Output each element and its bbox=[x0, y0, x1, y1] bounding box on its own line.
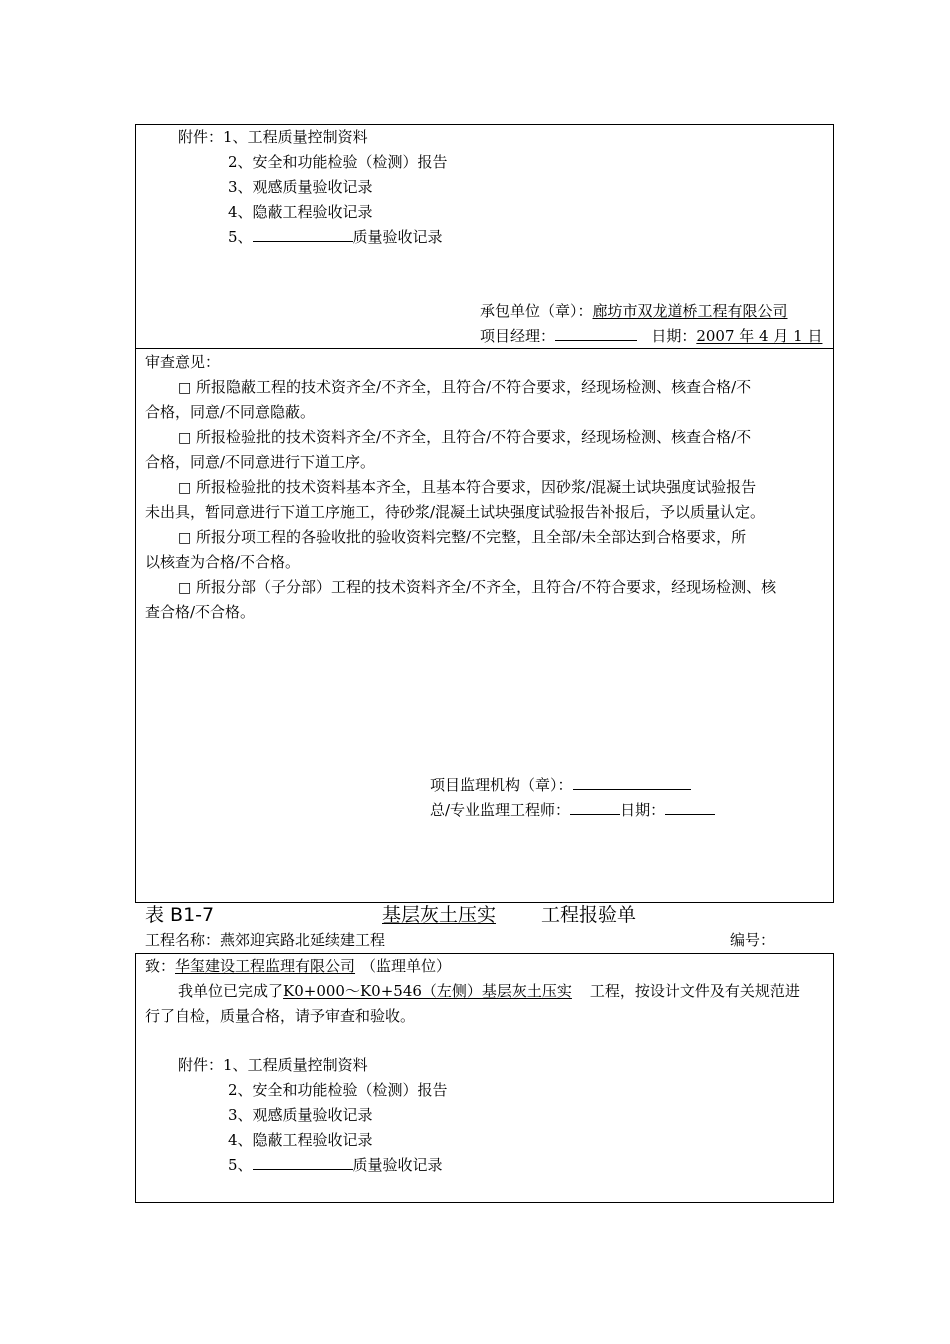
engineer-blank[interactable] bbox=[570, 798, 620, 815]
engineer-line: 总/专业监理工程师： 日期： bbox=[430, 798, 715, 823]
contractor-line: 承包单位（章）：廊坊市双龙道桥工程有限公司 bbox=[480, 302, 788, 320]
review-item-cont: 合格，同意/不同意隐蔽。 bbox=[145, 403, 316, 421]
contractor-value[interactable]: 廊坊市双龙道桥工程有限公司 bbox=[592, 302, 788, 320]
checkbox-icon[interactable]: □ bbox=[178, 580, 192, 596]
review-item-cont: 未出具，暂同意进行下道工序施工，待砂浆/混凝土试块强度试验报告补报后，予以质量认定。 bbox=[145, 503, 766, 521]
attachments-label: 附件：1、工程质量控制资料 bbox=[178, 1056, 368, 1074]
review-item-cont: 以核查为合格/不合格。 bbox=[145, 553, 301, 571]
form-title-item[interactable]: 基层灰土压实 bbox=[382, 904, 497, 926]
review-item: □ 所报检验批的技术资料齐全/不齐全，且符合/不符合要求，经现场检测、核查合格/不 bbox=[178, 428, 752, 446]
attachments-label: 附件：1、工程质量控制资料 bbox=[178, 128, 368, 146]
table-code: 表 B1-7 bbox=[145, 904, 215, 926]
body-line: 我单位已完成了K0+000～K0+546（左侧）基层灰土压实 工程，按设计文件及有关规范进 bbox=[178, 982, 800, 1000]
manager-line: 项目经理： 日期：2007 年 4 月 1 日 bbox=[480, 324, 822, 349]
body-line-cont: 行了自检，质量合格，请予审查和验收。 bbox=[145, 1007, 416, 1025]
supervision-line: 项目监理机构（章）： bbox=[430, 773, 691, 798]
attachment-item: 2、安全和功能检验（检测）报告 bbox=[228, 153, 448, 171]
attachment-item: 3、观感质量验收记录 bbox=[228, 178, 373, 196]
review-item: □ 所报检验批的技术资料基本齐全，且基本符合要求，因砂浆/混凝土试块强度试验报告 bbox=[178, 478, 757, 496]
attachment-item: 3、观感质量验收记录 bbox=[228, 1106, 373, 1124]
review-item: □ 所报隐蔽工程的技术资齐全/不齐全，且符合/不符合要求，经现场检测、核查合格/不 bbox=[178, 378, 752, 396]
blank-line[interactable] bbox=[253, 1153, 353, 1170]
number-label: 编号： bbox=[730, 931, 776, 949]
attachment-item: 5、 质量验收记录 bbox=[228, 1153, 443, 1178]
checkbox-icon[interactable]: □ bbox=[178, 530, 192, 546]
supervision-blank[interactable] bbox=[573, 773, 691, 790]
checkbox-icon[interactable]: □ bbox=[178, 430, 192, 446]
attachment-item: 4、隐蔽工程验收记录 bbox=[228, 1131, 373, 1149]
engineer-date-blank[interactable] bbox=[665, 798, 715, 815]
review-item: □ 所报分部（子分部）工程的技术资料齐全/不齐全，且符合/不符合要求，经现场检测、核 bbox=[178, 578, 777, 596]
addressee-value[interactable]: 华玺建设工程监理有限公司 bbox=[175, 957, 356, 975]
checkbox-icon[interactable]: □ bbox=[178, 480, 192, 496]
review-title: 审查意见： bbox=[145, 353, 221, 371]
attachment-item: 2、安全和功能检验（检测）报告 bbox=[228, 1081, 448, 1099]
attachment-item: 5、 质量验收记录 bbox=[228, 225, 443, 250]
checkbox-icon[interactable]: □ bbox=[178, 380, 192, 396]
addressee-line: 致：华玺建设工程监理有限公司 （监理单位） bbox=[145, 957, 452, 975]
review-item-cont: 合格，同意/不同意进行下道工序。 bbox=[145, 453, 376, 471]
manager-blank[interactable] bbox=[555, 324, 637, 341]
body-item[interactable]: K0+000～K0+546（左侧）基层灰土压实 bbox=[283, 982, 572, 1000]
date-value[interactable]: 2007 年 4 月 1 日 bbox=[696, 327, 823, 345]
form-title: 基层灰土压实 工程报验单 bbox=[352, 902, 636, 928]
review-item-cont: 查合格/不合格。 bbox=[145, 603, 256, 621]
blank-line[interactable] bbox=[253, 225, 353, 242]
review-item: □ 所报分项工程的各验收批的验收资料完整/不完整，且全部/未全部达到合格要求，所 bbox=[178, 528, 747, 546]
project-name-line: 工程名称：燕郊迎宾路北延续建工程 bbox=[145, 931, 386, 949]
attachment-item: 4、隐蔽工程验收记录 bbox=[228, 203, 373, 221]
